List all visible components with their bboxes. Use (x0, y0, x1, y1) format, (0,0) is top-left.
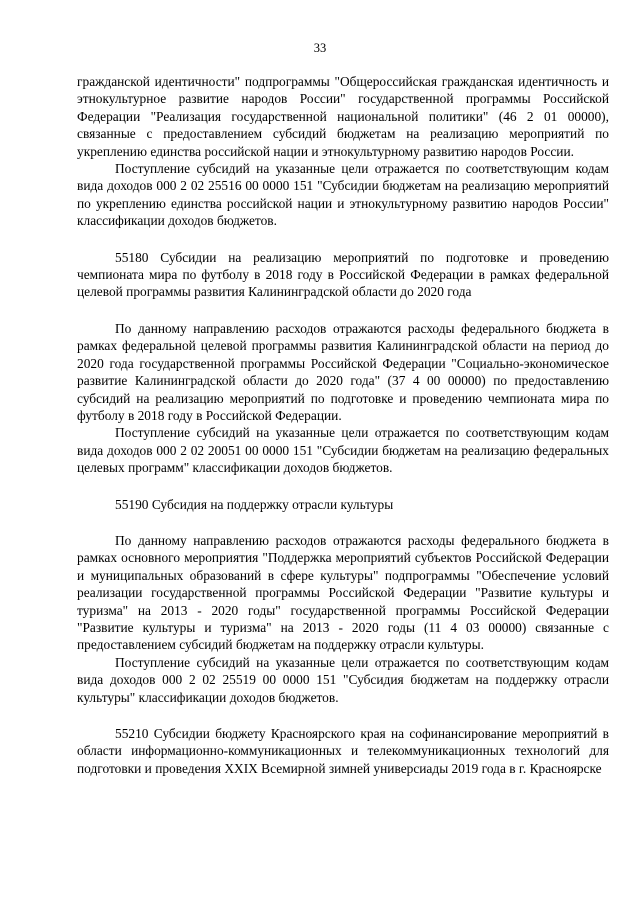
paragraph-expenses-55190: По данному направлению расходов отражаются расходы федерального бюджета в рамках основного мероприятия "Поддержка мероприятий субъектов Российской Федерации и муниципальных образований в сфере культуры" подпрограммы "Обеспечение условий реализации государственной программы Российской Федерации "Развитие культуры и туризма" на 2013 - 2020 годы" государственной программы Российской Федерации "Развитие культуры и туризма" на 2013 - 2020 годы (11 4 03 00000) связанные с предоставлением субсидий бюджетам на поддержку отрасли культуры. (77, 532, 609, 653)
section-heading-55210: 55210 Субсидии бюджету Красноярского края на софинансирование мероприятий в области информационно-коммуникационных и телекоммуникационных технологий для подготовки и проведения XXIX Всемирной зимней универсиады 2019 года в г. Красноярске (77, 726, 609, 776)
spacer (77, 513, 609, 532)
page-number: 33 (313, 41, 327, 55)
spacer (77, 301, 609, 320)
document-body (77, 73, 609, 777)
paragraph-income-codes-25516: Поступление субсидий на указанные цели отражается по соответствующим кодам вида доходов 000 2 02 25516 00 0000 151 "Субсидии бюджетам на реализацию мероприятий по укреплению единства российской нации и этнокультурному развитию народов России" классификации доходов бюджетов. (77, 161, 609, 229)
spacer (77, 477, 609, 496)
spacer (77, 706, 609, 725)
paragraph-expenses-55180: По данному направлению расходов отражаются расходы федерального бюджета в рамках федеральной целевой программы развития Калининградской области на период до 2020 года государственной программы Российской Федерации "Социально-экономическое развитие Калининградской области до 2020 года" (37 4 00 00000) по предоставлению субсидий на реализацию мероприятий по подготовке и проведению чемпионата мира по футболу в 2018 году в Российской Федерации. (77, 320, 609, 423)
paragraph-income-codes-20051: Поступление субсидий на указанные цели отражается по соответствующим кодам вида доходов 000 2 02 20051 00 0000 151 "Субсидии бюджетам на реализацию федеральных целевых программ" классификации доходов бюджетов. (77, 425, 609, 476)
section-heading-55180: 55180 Субсидии на реализацию мероприятий по подготовке и проведению чемпионата мира по футболу в 2018 году в Российской Федерации в рамках федеральной целевой программы развития Калининградской области до 2020 года (77, 249, 609, 300)
paragraph-continued: гражданской идентичности" подпрограммы "Общероссийская гражданская идентичность и этнокультурное развитие народов России" государственной программы Российской Федерации "Реализация государственной национальной политики" (46 2 01 00000), связанные с предоставлением субсидий бюджетам на реализацию мероприятий по укреплению единства российской нации и этнокультурному развитию народов России. (77, 74, 609, 159)
section-heading-55190: 55190 Субсидия на поддержку отрасли культуры (115, 496, 394, 512)
paragraph-income-codes-25519: Поступление субсидий на указанные цели отражается по соответствующим кодам вида доходов 000 2 02 25519 00 0000 151 "Субсидия бюджетам на поддержку отрасли культуры" классификации доходов бюджетов. (77, 654, 609, 705)
spacer (77, 230, 609, 249)
